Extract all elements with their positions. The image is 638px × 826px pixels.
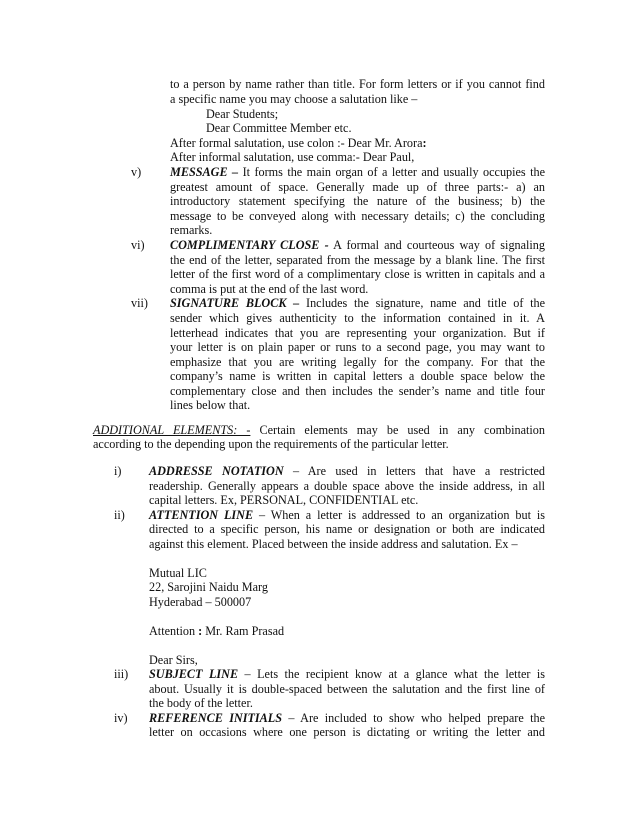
item-title: SUBJECT LINE (149, 667, 239, 681)
text-line (149, 711, 545, 726)
item-title: SIGNATURE BLOCK – (170, 296, 300, 310)
text-span: Certain elements may be used in any combination (250, 423, 545, 437)
example-street: 22, Sarojini Naidu Marg (149, 580, 268, 594)
section-heading: ADDITIONAL ELEMENTS: - (93, 423, 251, 437)
text-line (170, 238, 545, 253)
item-title: ADDRESSE NOTATION (149, 464, 284, 478)
text-line: lines below that. (170, 398, 251, 412)
item-number: iii) (114, 667, 129, 681)
item-title: REFERENCE INITIALS (149, 711, 283, 725)
text-line (149, 464, 545, 479)
item-number: vii) (131, 296, 148, 310)
example-salutation: Dear Sirs, (149, 653, 198, 667)
text-span: – When a letter is addressed to an organization but is (253, 508, 545, 522)
text-line: your letter is on plain paper or runs to a second page, you may want to (170, 340, 545, 354)
text-line: directed to a specific person, his name or designation or both are indicated (149, 522, 545, 536)
text-line (170, 165, 545, 180)
text-span: A formal and courteous way of signaling (328, 238, 545, 252)
item-title: ATTENTION LINE (149, 508, 254, 522)
colon-bold: : (422, 136, 427, 150)
item-number: vi) (131, 238, 145, 252)
text-line: readership. Generally appears a double space above the inside address, in all (149, 479, 545, 493)
text-span: After formal salutation, use colon :- Dear Mr. Arora (170, 136, 423, 150)
example-attention (149, 624, 284, 639)
salutation-example: Dear Students; (206, 107, 279, 121)
text-span: It forms the main organ of a letter and usually occupies the (238, 165, 545, 179)
text-line: sender which gives authenticity to the information contained in it. A (170, 311, 545, 325)
text-line: to a person by name rather than title. For form letters or if you cannot find (170, 77, 545, 91)
item-title: COMPLIMENTARY CLOSE - (170, 238, 329, 252)
text-span: – Lets the recipient know at a glance what the letter is (238, 667, 546, 681)
text-line: complementary close and then includes the sender’s name and title four (170, 384, 545, 398)
text-line: comma is put at the end of the last word. (170, 282, 369, 296)
text-line: capital letters. Ex, PERSONAL, CONFIDENTIAL etc. (149, 493, 419, 507)
text-span: – Are included to show who helped prepare the (282, 711, 546, 725)
text-line: introductory statement specifying the nature of the business; b) the (170, 194, 545, 208)
text-line: letter on occasions where one person is dictating or writing the letter and (149, 725, 545, 739)
text-line: according to the depending upon the requirements of the particular letter. (93, 437, 449, 451)
text-line: the end of the letter, separated from the message by a blank line. The first (170, 253, 545, 267)
text-span: – Are used in letters that have a restricted (283, 464, 545, 478)
section-intro (93, 423, 545, 438)
text-line: letter of the first word of a complimentary close is written in capitals and a (170, 267, 545, 281)
text-line: remarks. (170, 223, 213, 237)
item-number: i) (114, 464, 122, 478)
attention-label: Attention (149, 624, 196, 638)
text-line: a specific name you may choose a salutation like – (170, 92, 418, 106)
text-line (149, 508, 545, 523)
item-number: v) (131, 165, 142, 179)
text-line: After informal salutation, use comma:- Dear Paul, (170, 150, 415, 164)
attention-colon: : (195, 624, 203, 638)
item-number: ii) (114, 508, 125, 522)
item-title: MESSAGE – (170, 165, 239, 179)
text-line (149, 667, 545, 682)
text-line (170, 136, 427, 151)
attention-name: Mr. Ram Prasad (202, 624, 285, 638)
example-city: Hyderabad – 500007 (149, 595, 252, 609)
text-line (170, 296, 545, 311)
text-line: company’s name is written in capital letters a double space below the (170, 369, 545, 383)
text-line: against this element. Placed between the inside address and salutation. Ex – (149, 537, 518, 551)
text-line: the body of the letter. (149, 696, 253, 710)
text-line: emphasize that you are writing legally for the company. For that the (170, 355, 545, 369)
text-line: greatest amount of space. Generally made up of three parts:- a) an (170, 180, 545, 194)
example-org: Mutual LIC (149, 566, 207, 580)
item-number: iv) (114, 711, 128, 725)
text-line: message to be conveyed along with necessary details; c) the concluding (170, 209, 545, 223)
salutation-example: Dear Committee Member etc. (206, 121, 352, 135)
text-line: letterhead indicates that you are representing your organization. But if (170, 326, 545, 340)
text-span: Includes the signature, name and title of the (299, 296, 546, 310)
text-line: about. Usually it is double-spaced between the salutation and the first line of (149, 682, 545, 696)
